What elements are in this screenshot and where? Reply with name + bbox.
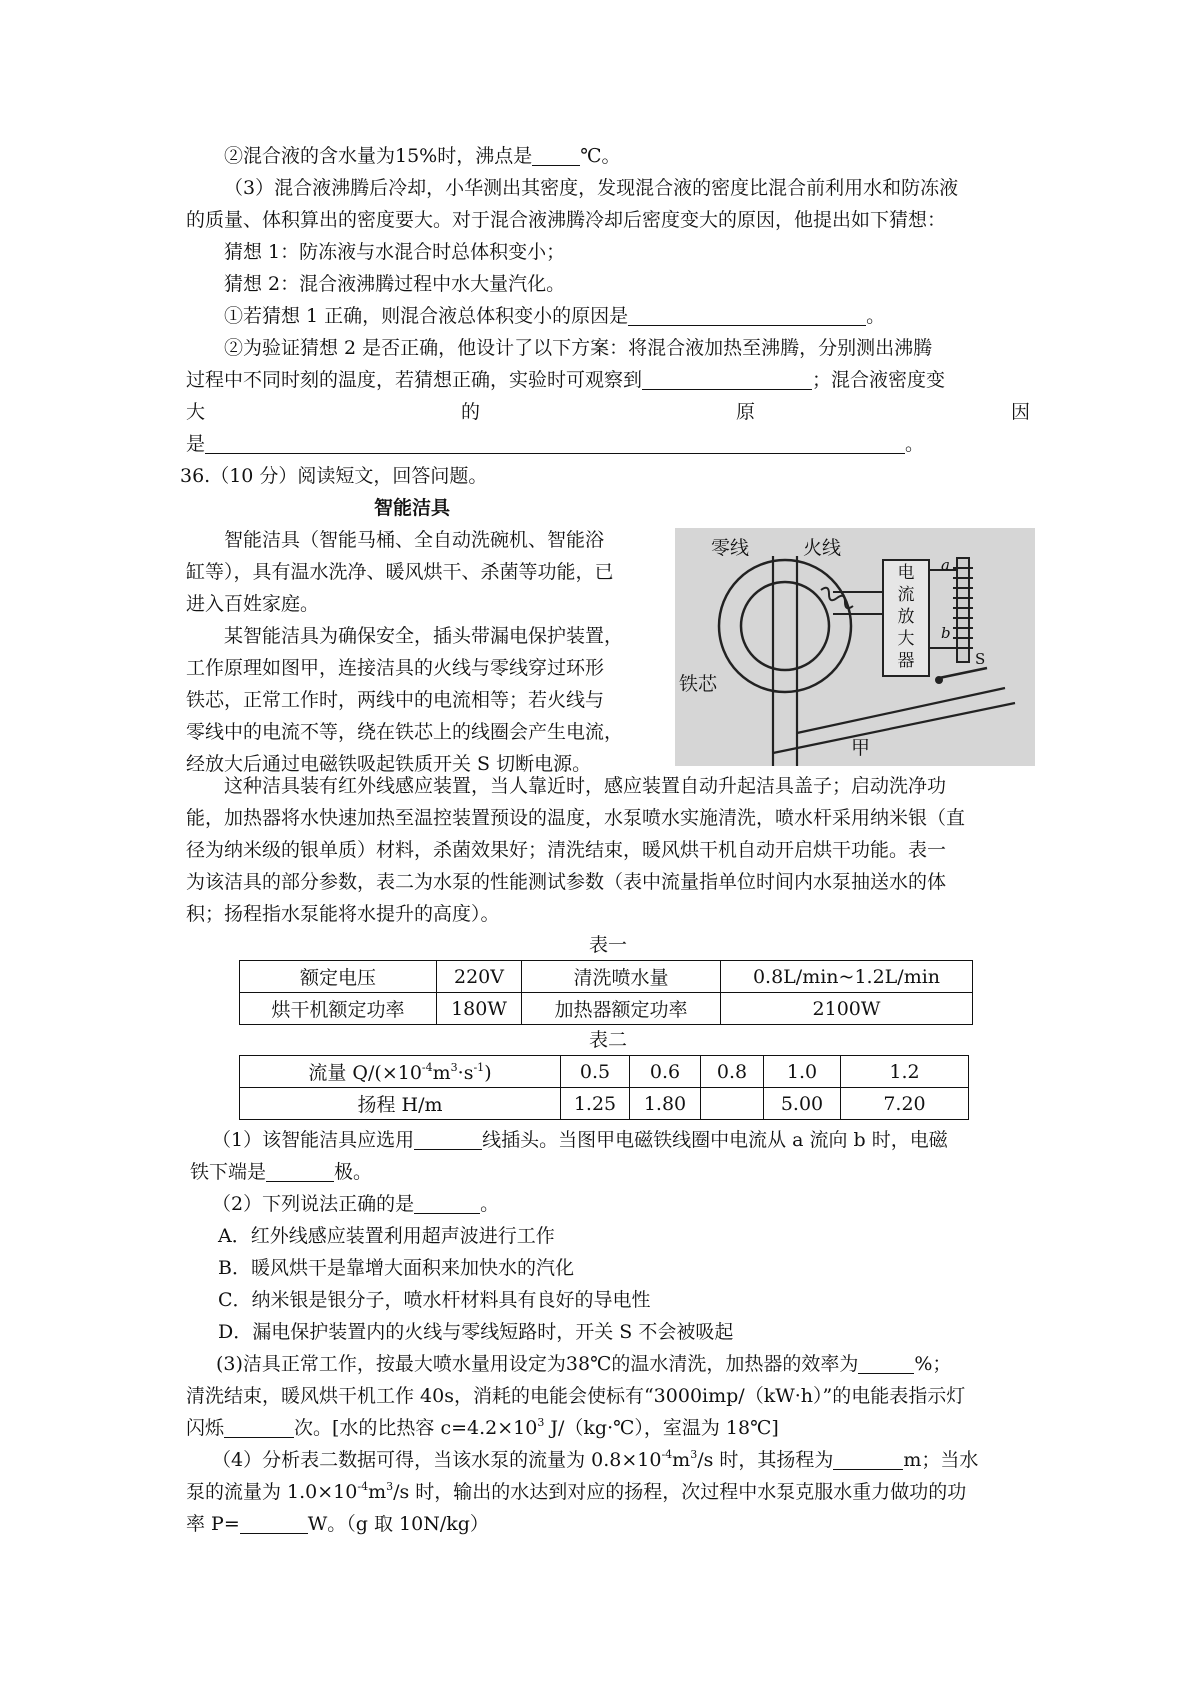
amp-label-char: 大 — [897, 629, 915, 649]
text: 铁下端是 — [190, 1161, 267, 1183]
guess-2: 猜想 2：混合液沸腾过程中水大量汽化。 — [224, 273, 566, 295]
exam-page — [180, 140, 1030, 1540]
text: m — [432, 1062, 451, 1084]
text: 闪烁 — [186, 1417, 225, 1439]
label-b: b — [941, 624, 951, 642]
table-cell: 1.25 — [561, 1088, 630, 1120]
passage-line: 某智能洁具为确保安全，插头带漏电保护装置， — [224, 625, 624, 647]
text: /s 时，其扬程为 — [697, 1449, 834, 1471]
sub4-line2 — [186, 1476, 1030, 1508]
option-d[interactable]: D．漏电保护装置内的火线与零线短路时，开关 S 不会被吸起 — [218, 1321, 734, 1343]
table-cell: 清洗喷水量 — [522, 961, 721, 993]
flow-label-cell — [240, 1056, 561, 1088]
table-2-pump-test — [239, 1055, 969, 1120]
table-cell: 5.00 — [764, 1088, 841, 1120]
answer-blank[interactable] — [628, 303, 866, 326]
table-cell: 2100W — [721, 993, 973, 1025]
live-label: 火线 — [803, 537, 842, 559]
table-cell: 0.8 — [701, 1056, 764, 1088]
electromagnet-core — [957, 558, 969, 662]
passage-line: 缸等），具有温水洗净、暖风烘干、杀菌等功能，已 — [186, 561, 614, 583]
text: 大 — [186, 401, 206, 423]
text: 3 — [386, 1480, 394, 1493]
neutral-label: 零线 — [711, 537, 750, 559]
text: 的 — [460, 401, 480, 423]
table-cell: 0.6 — [630, 1056, 701, 1088]
sub3-line2: 清洗结束，暖风烘干机工作 40s，消耗的电能会使标有“3000imp/（kW·h）”的电能表指示灯 — [186, 1385, 966, 1407]
text: ；混合液密度变 — [812, 369, 946, 391]
text: W。（g 取 10N/kg） — [307, 1513, 489, 1535]
q35-part3-line1: （3）混合液沸腾后冷却，小华测出其密度，发现混合液的密度比混合前利用水和防冻液 — [224, 177, 959, 199]
q35-part3-line2: 的质量、体积算出的密度要大。对于混合液沸腾冷却后密度变大的原因，他提出如下猜想： — [186, 209, 947, 231]
sub4-line1 — [186, 1444, 1030, 1476]
text: 流量 Q/(×10 — [308, 1062, 422, 1084]
passage-line: 铁芯，正常工作时，两线中的电流相等；若火线与 — [186, 689, 605, 711]
table2-caption: 表二 — [588, 1029, 627, 1051]
text: m；当水 — [903, 1449, 979, 1471]
passage-line: 零线中的电流不等，绕在铁芯上的线圈会产生电流， — [186, 721, 624, 743]
option-b[interactable]: B．暖风烘干是靠增大面积来加快水的汽化 — [218, 1257, 574, 1279]
answer-blank[interactable] — [414, 1127, 482, 1150]
core-label: 铁芯 — [679, 673, 718, 695]
text: 因 — [1010, 401, 1030, 423]
table-cell: 220V — [437, 961, 522, 993]
text: ②混合液的含水量为15%时，沸点是 — [224, 145, 533, 167]
table-cell: 加热器额定功率 — [522, 993, 721, 1025]
table-cell: 7.20 — [841, 1088, 969, 1120]
amp-label-char: 电 — [897, 563, 915, 583]
text: ) — [484, 1062, 492, 1084]
text: J/（kg·℃），室温为 18℃] — [544, 1417, 779, 1439]
table-row — [240, 1088, 969, 1120]
text: 原 — [735, 401, 755, 423]
text: /s 时，输出的水达到对应的扬程，次过程中水泵克服水重力做功的功 — [393, 1481, 967, 1503]
text: %； — [914, 1353, 952, 1375]
text: （4）分析表二数据可得，当该水泵的流量为 0.8×10 — [212, 1449, 662, 1471]
answer-blank[interactable] — [642, 367, 812, 390]
text: 泵的流量为 1.0×10 — [186, 1481, 358, 1503]
text: 过程中不同时刻的温度，若猜想正确，实验时可观察到 — [186, 369, 643, 391]
text: 3 — [690, 1448, 698, 1461]
text: ·s — [457, 1062, 474, 1084]
table-cell: 1.0 — [764, 1056, 841, 1088]
q35-subq2-line3 — [186, 396, 1030, 428]
table-cell: 180W — [437, 993, 522, 1025]
sub2 — [186, 1188, 1030, 1220]
answer-blank[interactable] — [414, 1191, 480, 1214]
table-row — [240, 961, 973, 993]
text: 率 P= — [186, 1513, 240, 1535]
passage-line: 进入百姓家庭。 — [186, 593, 320, 615]
table-cell: 1.2 — [841, 1056, 969, 1088]
q35-subq2-line2 — [186, 364, 1030, 396]
text: （1）该智能洁具应选用 — [212, 1129, 415, 1151]
table-cell: 额定电压 — [240, 961, 437, 993]
table-row — [240, 1056, 969, 1088]
table-cell: 扬程 H/m — [240, 1088, 561, 1120]
text: -4 — [357, 1480, 369, 1493]
text: 线插头。当图甲电磁铁线圈中电流从 a 流向 b 时，电磁 — [482, 1129, 948, 1151]
passage-line: 这种洁具装有红外线感应装置，当人靠近时，感应装置自动升起洁具盖子；启动洗净功 — [224, 775, 947, 797]
text: -4 — [421, 1061, 433, 1074]
label-s: S — [975, 650, 986, 668]
answer-blank[interactable] — [858, 1351, 914, 1374]
sub1-line1 — [186, 1124, 1030, 1156]
guess-1: 猜想 1：防冻液与水混合时总体积变小； — [224, 241, 566, 263]
answer-blank[interactable] — [266, 1159, 334, 1182]
amp-label-char: 器 — [897, 651, 915, 671]
passage-line: 经放大后通过电磁铁吸起铁质开关 S 切断电源。 — [186, 753, 592, 775]
answer-blank[interactable] — [205, 431, 905, 454]
text: 3 — [450, 1061, 458, 1074]
q35-part2 — [186, 140, 1030, 172]
text: -4 — [661, 1448, 673, 1461]
table1-caption: 表一 — [588, 934, 627, 956]
circuit-diagram — [675, 528, 1035, 766]
text: （2）下列说法正确的是 — [212, 1193, 415, 1215]
figure-jia-leakage-protector — [675, 528, 1035, 766]
passage-line: 能，加热器将水快速加热至温控装置预设的温度，水泵喷水实施清洗，喷水杆采用纳米银（直 — [186, 807, 966, 829]
table-cell: 烘干机额定功率 — [240, 993, 437, 1025]
text: 。 — [866, 305, 886, 327]
sub4-line3 — [186, 1508, 1030, 1540]
table-cell: 0.5 — [561, 1056, 630, 1088]
text: 。 — [905, 433, 925, 455]
table-cell-empty[interactable] — [701, 1088, 764, 1120]
sub1-line2 — [186, 1156, 1030, 1188]
passage-wrap-text — [186, 524, 656, 780]
text: -1 — [473, 1061, 485, 1074]
answer-blank[interactable] — [833, 1447, 903, 1470]
passage-with-figure — [186, 524, 1030, 775]
answer-blank[interactable] — [240, 1511, 308, 1534]
q36-header: 36.（10 分）阅读短文，回答问题。 — [180, 465, 488, 487]
q35-subq1 — [186, 300, 1030, 332]
text: 3 — [537, 1416, 545, 1429]
table-cell: 0.8L/min~1.2L/min — [721, 961, 973, 993]
answer-blank[interactable] — [224, 1415, 294, 1438]
text: ℃。 — [580, 145, 621, 167]
option-a[interactable]: A．红外线感应装置利用超声波进行工作 — [218, 1225, 555, 1247]
sub3-line1 — [186, 1348, 1030, 1380]
sub3-line3 — [186, 1412, 1030, 1444]
table-row — [240, 993, 973, 1025]
amp-label-char: 放 — [897, 607, 915, 627]
text: m — [368, 1481, 387, 1503]
q35-subq2-line4 — [186, 428, 1030, 460]
figure-caption: 甲 — [851, 737, 871, 759]
text: (3)洁具正常工作，按最大喷水量用设定为38℃的温水清洗，加热器的效率为 — [216, 1353, 859, 1375]
label-a: a — [941, 556, 950, 574]
text: 。 — [480, 1193, 500, 1215]
passage-line: 为该洁具的部分参数，表二为水泵的性能测试参数（表中流量指单位时间内水泵抽送水的体 — [186, 871, 947, 893]
text: 次。[水的比热容 c=4.2×10 — [294, 1417, 538, 1439]
passage-line: 工作原理如图甲，连接洁具的火线与零线穿过环形 — [186, 657, 605, 679]
passage-title: 智能洁具 — [374, 497, 451, 519]
text: 是 — [186, 433, 206, 455]
text: ①若猜想 1 正确，则混合液总体积变小的原因是 — [224, 305, 629, 327]
option-c[interactable]: C．纳米银是银分子，喷水杆材料具有良好的导电性 — [218, 1289, 651, 1311]
passage-line: 积；扬程指水泵能将水提升的高度）。 — [186, 903, 500, 925]
text: m — [672, 1449, 691, 1471]
text: 极。 — [334, 1161, 373, 1183]
passage-line: 径为纳米级的银单质）材料，杀菌效果好；清洗结束，暖风烘干机自动开启烘干功能。表一 — [186, 839, 947, 861]
answer-blank[interactable] — [532, 143, 580, 166]
table-1-parameters — [239, 960, 973, 1025]
amp-label-char: 流 — [897, 585, 915, 605]
passage-line: 智能洁具（智能马桶、全自动洗碗机、智能浴 — [224, 529, 605, 551]
table-cell: 1.80 — [630, 1088, 701, 1120]
q35-subq2-line1: ②为验证猜想 2 是否正确，他设计了以下方案：将混合液加热至沸腾，分别测出沸腾 — [224, 337, 933, 359]
